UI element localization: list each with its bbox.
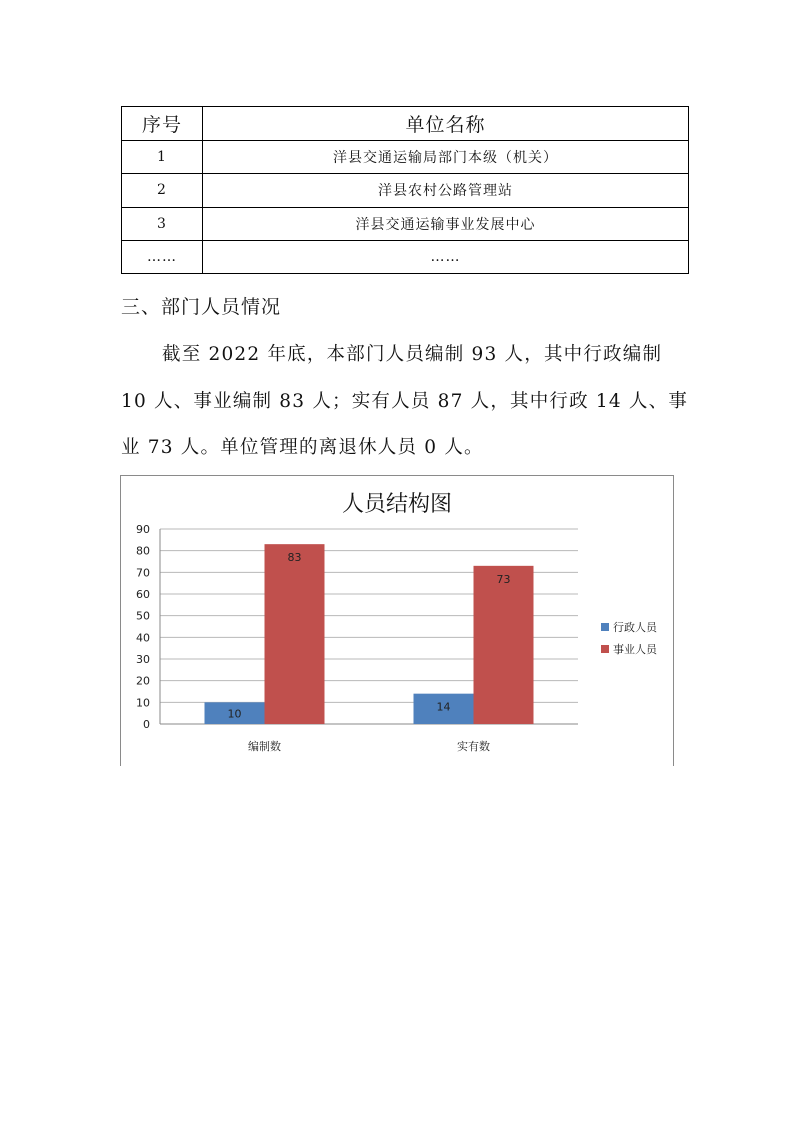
table-header-row: [122, 107, 689, 141]
legend-swatch: [601, 645, 609, 653]
row-unit-name: ……: [203, 240, 689, 273]
legend-label: 事业人员: [613, 643, 657, 656]
y-tick-label: 20: [136, 674, 150, 688]
row-unit-name: 洋县交通运输局部门本级（机关）: [203, 141, 689, 174]
bar: [265, 544, 325, 724]
y-tick-label: 90: [136, 523, 150, 536]
data-label: 83: [287, 551, 302, 565]
data-label: 10: [227, 707, 242, 721]
staffing-paragraph: 截至 2022 年底，本部门人员编制 93 人，其中行政编制 10 人、事业编制 83 人；实有人员 87 人，其中行政 14 人、事业 73 人。单位管理的离退休人员 0 人。: [121, 344, 689, 458]
y-tick-label: 80: [136, 544, 150, 558]
table-row: [122, 141, 689, 174]
x-category-label: 实有数: [457, 740, 490, 753]
staff-structure-chart: [120, 475, 674, 766]
table-row: [122, 207, 689, 240]
data-label: 14: [436, 700, 451, 714]
row-serial: 3: [122, 207, 203, 240]
chart-title: 人员结构图: [341, 492, 453, 517]
data-label: 73: [496, 572, 511, 586]
y-tick-label: 30: [136, 653, 150, 666]
legend-label: 行政人员: [613, 621, 657, 634]
y-tick-label: 50: [136, 609, 150, 623]
row-unit-name: 洋县交通运输事业发展中心: [203, 207, 689, 240]
row-serial: ……: [122, 240, 203, 273]
y-tick-label: 70: [136, 566, 150, 580]
y-tick-label: 40: [136, 631, 150, 645]
y-tick-label: 60: [136, 588, 150, 601]
x-category-label: 编制数: [248, 740, 281, 753]
unit-table: [121, 106, 689, 274]
row-serial: 1: [122, 141, 203, 174]
header-serial: 序号: [122, 107, 203, 141]
bar: [474, 566, 534, 724]
chart-canvas: [121, 476, 673, 766]
table-row: [122, 240, 689, 273]
legend-swatch: [601, 623, 609, 631]
header-unit-name: 单位名称: [203, 107, 689, 141]
y-tick-label: 0: [143, 718, 150, 731]
y-tick-label: 10: [136, 696, 150, 710]
table-row: [122, 174, 689, 207]
row-unit-name: 洋县农村公路管理站: [203, 174, 689, 207]
section-heading: 三、部门人员情况: [121, 296, 282, 318]
row-serial: 2: [122, 174, 203, 207]
